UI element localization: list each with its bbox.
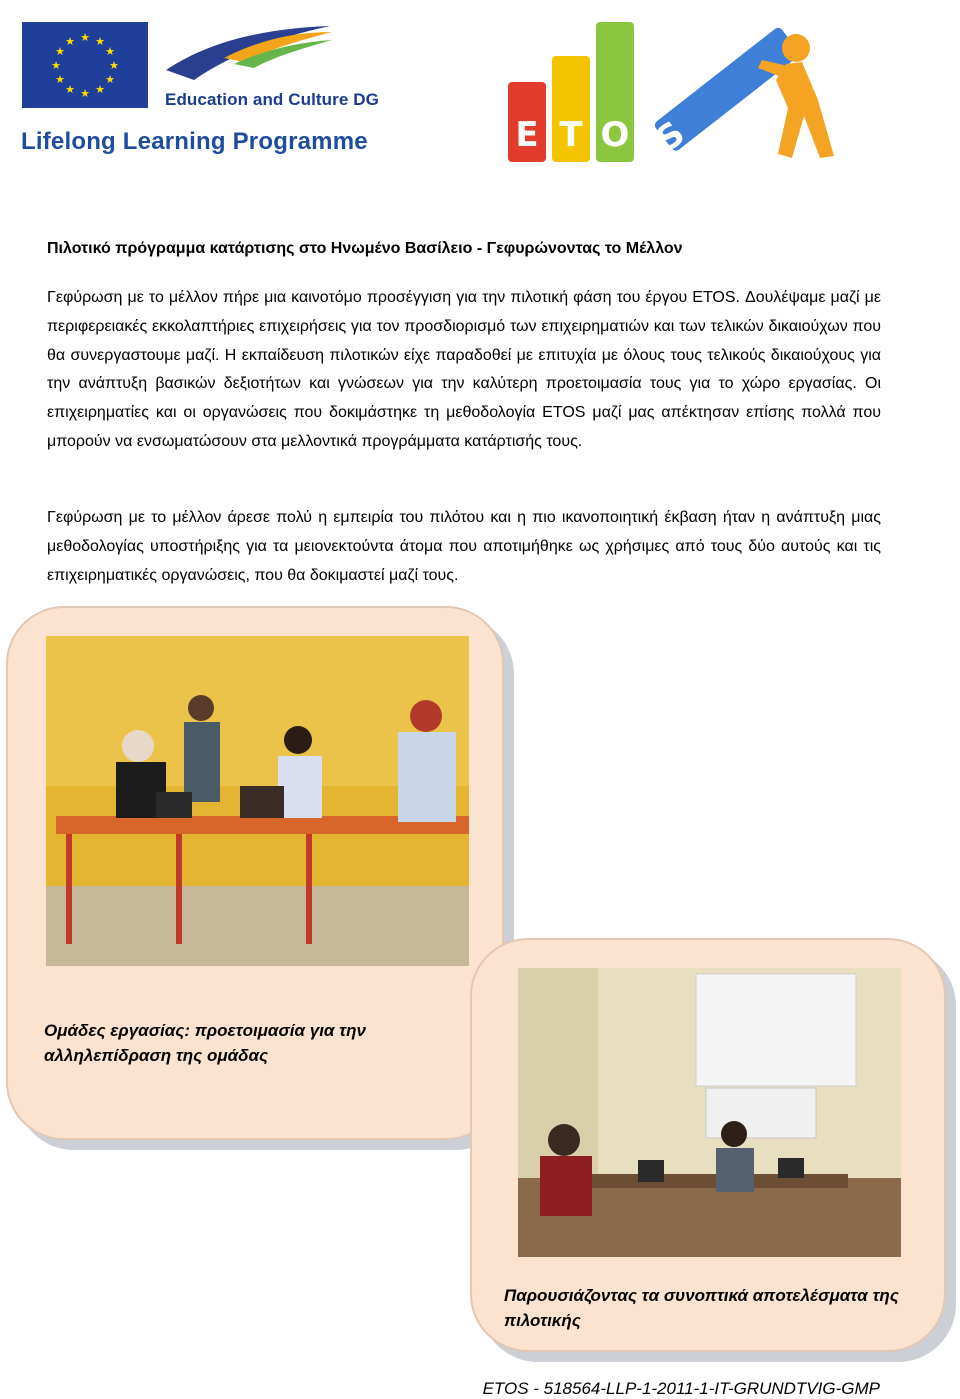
etos-letter-o: O: [600, 115, 630, 155]
svg-text:★: ★: [65, 35, 75, 48]
brand-text: Education and Culture DG: [165, 90, 379, 109]
svg-text:★: ★: [55, 73, 65, 86]
article-title: Πιλοτικό πρόγραμμα κατάρτισης στο Ηνωμένο Βασίλειο - Γεφυρώνοντας το Μέλλον: [47, 240, 683, 257]
lifelong-learning-logo: [18, 18, 379, 166]
svg-text:★: ★: [80, 31, 90, 44]
etos-letter-e: E: [515, 115, 539, 155]
etos-letter-s: S: [648, 113, 693, 161]
svg-text:★: ★: [95, 83, 105, 96]
etos-logo: [500, 0, 860, 170]
programme-name: Lifelong Learning Programme: [21, 128, 368, 155]
photo-caption-2: Παρουσιάζοντας τα συνοπτικά αποτελέσματα της πιλοτικής: [504, 1286, 899, 1330]
svg-text:★: ★: [105, 45, 115, 58]
svg-text:★: ★: [105, 73, 115, 86]
svg-text:★: ★: [95, 35, 105, 48]
svg-text:★: ★: [55, 45, 65, 58]
svg-text:★: ★: [80, 87, 90, 100]
svg-text:★: ★: [109, 59, 119, 72]
presentation-photo: [518, 968, 901, 1257]
etos-letter-t: T: [559, 115, 583, 155]
photo-caption-1: Ομάδες εργασίας: προετοιμασία για την αλληλεπίδραση της ομάδας: [44, 1021, 366, 1065]
svg-text:★: ★: [65, 83, 75, 96]
project-reference: ETOS - 518564-LLP-1-2011-1-IT-GRUNDTVIG-GMP: [482, 1379, 880, 1398]
swoosh-icon: [164, 18, 334, 88]
article-paragraph-1: Γεφύρωση με το μέλλον πήρε μια καινοτόμο προσέγγιση για την πιλοτική φάση του έργου ETOS. Δουλέψαμε μαζί με περιφερειακές εκκολαπτήριες επιχειρήσεις για τον προσδιορισμό των επιχειρηματιών και των τελικών δικαιούχων που θα συνεργαστουμε μαζί. Η εκπαίδευση πιλοτικών είχε παραδοθεί με επιτυχία με όλους τους τελικούς δικαιούχους για την ανάπτυξη βασικών δεξιοτήτων και γνώσεων για την καλύτερη προετοιμασία τους για το χώρο εργασίας. Οι επιχειρηματίες και οι οργανώσεις που δοκιμάστηκε τη μεθοδολογία ETOS μαζί μας απέκτησαν επίσης πολλά που μπορούν να ενσωματώσουν στα μελλοντικά προγράμματα κατάρτισής τους.: [47, 289, 881, 450]
eu-flag-icon: [22, 22, 148, 108]
workshop-photo: [46, 636, 469, 966]
article-paragraph-2: Γεφύρωση με το μέλλον άρεσε πολύ η εμπειρία του πιλότου και η πιο ικανοποιητική έκβαση ήταν η ανάπτυξη μιας μεθοδολογίας υποστήριξης για τα μειονεκτούντα άτομα που αποτιμήθηκε ως χρήσιμες από τους δύο αυτούς και τις επιχειρηματικές οργανώσεις, που θα δοκιμαστεί μαζί τους.: [47, 509, 881, 584]
svg-text:★: ★: [51, 59, 61, 72]
